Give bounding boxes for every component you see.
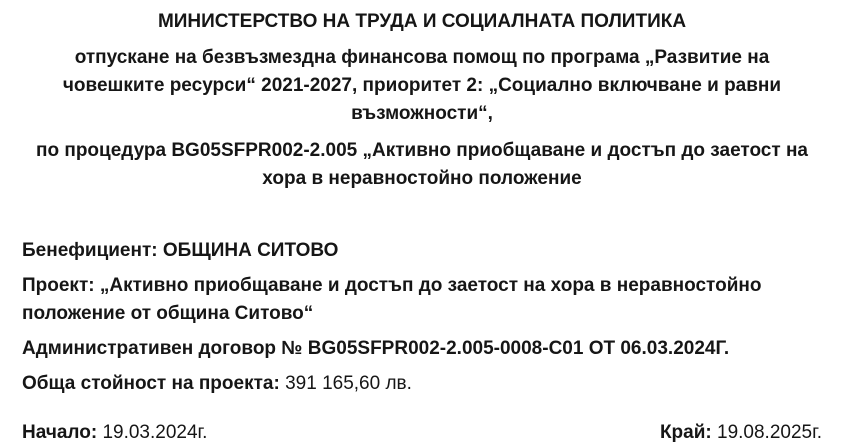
beneficiary-label: Бенефициент: bbox=[22, 240, 158, 261]
end-date-label: Край: bbox=[659, 422, 712, 443]
end-date bbox=[660, 419, 822, 447]
contract-text: Административен договор № BG05SFPR002-2.005-0008-C01 ОТ 06.03.2024Г. bbox=[22, 338, 730, 359]
document-header bbox=[22, 8, 822, 193]
start-date-label: Начало: bbox=[22, 422, 98, 443]
dates-row bbox=[22, 419, 822, 447]
project-label: Проект: bbox=[22, 275, 95, 296]
total-label: Обща стойност на проекта: bbox=[22, 373, 280, 394]
project-value: „Активно приобщаване и достъп до заетост на хора в неравностойно положение от община Ситово“ bbox=[22, 275, 762, 324]
page-title: МИНИСТЕРСТВО НА ТРУДА И СОЦИАЛНАТА ПОЛИТИКА bbox=[157, 11, 687, 32]
procedure-line: по процедура BG05SFPR002-2.005 „Активно приобщаване и достъп до заетост на хора в неравностойно положение bbox=[35, 140, 808, 189]
contract-line bbox=[22, 335, 822, 363]
program-subtitle: отпускане на безвъзмездна финансова помощ по програма „Развитие на човешките ресурси“ 2021-2027, приоритет 2: „Социално включване и равни възможности“, bbox=[62, 47, 782, 124]
start-date-value: 19.03.2024г. bbox=[102, 422, 208, 443]
beneficiary-value: ОБЩИНА СИТОВО bbox=[162, 240, 339, 261]
project-details bbox=[22, 237, 822, 398]
total-value: 391 165,60 лв. bbox=[285, 373, 412, 394]
project-row bbox=[22, 272, 822, 328]
start-date bbox=[22, 419, 207, 447]
beneficiary-row bbox=[22, 237, 822, 265]
end-date-value: 19.08.2025г. bbox=[717, 422, 822, 443]
total-row bbox=[22, 370, 822, 398]
